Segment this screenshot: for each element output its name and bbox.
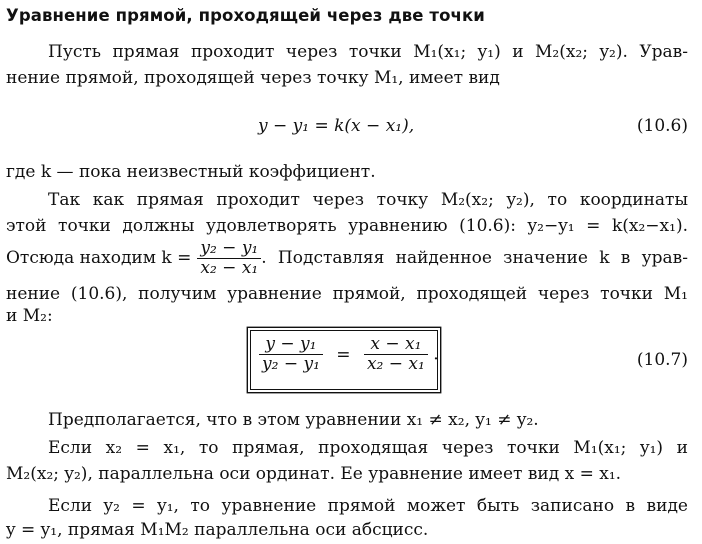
paragraph-3-line-5: и M₂: bbox=[6, 306, 53, 326]
left-fraction bbox=[259, 335, 323, 374]
section-heading: Уравнение прямой, проходящей через две точки bbox=[6, 6, 485, 25]
right-denominator: x₂ − x₁ bbox=[366, 354, 425, 374]
left-denominator: y₂ − y₁ bbox=[262, 354, 320, 374]
paragraph-6-line-2: y = y₁, прямая M₁M₂ параллельна оси абсцисс. bbox=[6, 520, 429, 540]
paragraph-3-line-3 bbox=[6, 238, 688, 278]
paragraph-1-line-1: Пусть прямая проходит через точки M₁(x₁; y₁) и M₂(x₂; y₂). Урав- bbox=[48, 42, 688, 62]
equation-10-7-number: (10.7) bbox=[636, 350, 688, 370]
left-numerator: y − y₁ bbox=[259, 335, 323, 355]
slope-numerator: y₂ − y₁ bbox=[197, 239, 261, 259]
equals-sign: = bbox=[336, 344, 351, 365]
equation-10-6-number: (10.6) bbox=[636, 116, 688, 136]
paragraph-4: Предполагается, что в этом уравнении x₁ ≠ x₂, y₁ ≠ y₂. bbox=[48, 410, 539, 430]
equation-10-6: y − y₁ = k(x − x₁), bbox=[258, 116, 415, 136]
slope-fraction bbox=[197, 239, 261, 278]
slope-denominator: x₂ − x₁ bbox=[200, 257, 259, 278]
equation-10-7 bbox=[259, 335, 439, 374]
paragraph-6-line-1: Если y₂ = y₁, то уравнение прямой может быть записано в виде bbox=[48, 496, 688, 516]
paragraph-3-line-2: этой точки должны удовлетворять уравнению (10.6): y₂−y₁ = k(x₂−x₁). bbox=[6, 216, 688, 236]
equation-10-7-box bbox=[250, 330, 438, 390]
paragraph-2: где k — пока неизвестный коэффициент. bbox=[6, 162, 376, 182]
paragraph-5-line-2: M₂(x₂; y₂), параллельна оси ординат. Ее уравнение имеет вид x = x₁. bbox=[6, 464, 622, 484]
right-numerator: x − x₁ bbox=[364, 335, 428, 355]
paragraph-1-line-2: нение прямой, проходящей через точку M₁, имеет вид bbox=[6, 68, 500, 88]
paragraph-3-line-3-end: . Подставляя найденное значение k в урав- bbox=[261, 248, 688, 268]
equation-period: . bbox=[433, 344, 439, 365]
paragraph-3-line-3-start: Отсюда находим k = bbox=[6, 248, 192, 268]
right-fraction bbox=[364, 335, 428, 374]
paragraph-3-line-1: Так как прямая проходит через точку M₂(x₂; y₂), то координаты bbox=[48, 190, 688, 210]
paragraph-3-line-4: нение (10.6), получим уравнение прямой, проходящей через точки M₁ bbox=[6, 284, 688, 304]
paragraph-5-line-1: Если x₂ = x₁, то прямая, проходящая через точки M₁(x₁; y₁) и bbox=[48, 438, 688, 458]
